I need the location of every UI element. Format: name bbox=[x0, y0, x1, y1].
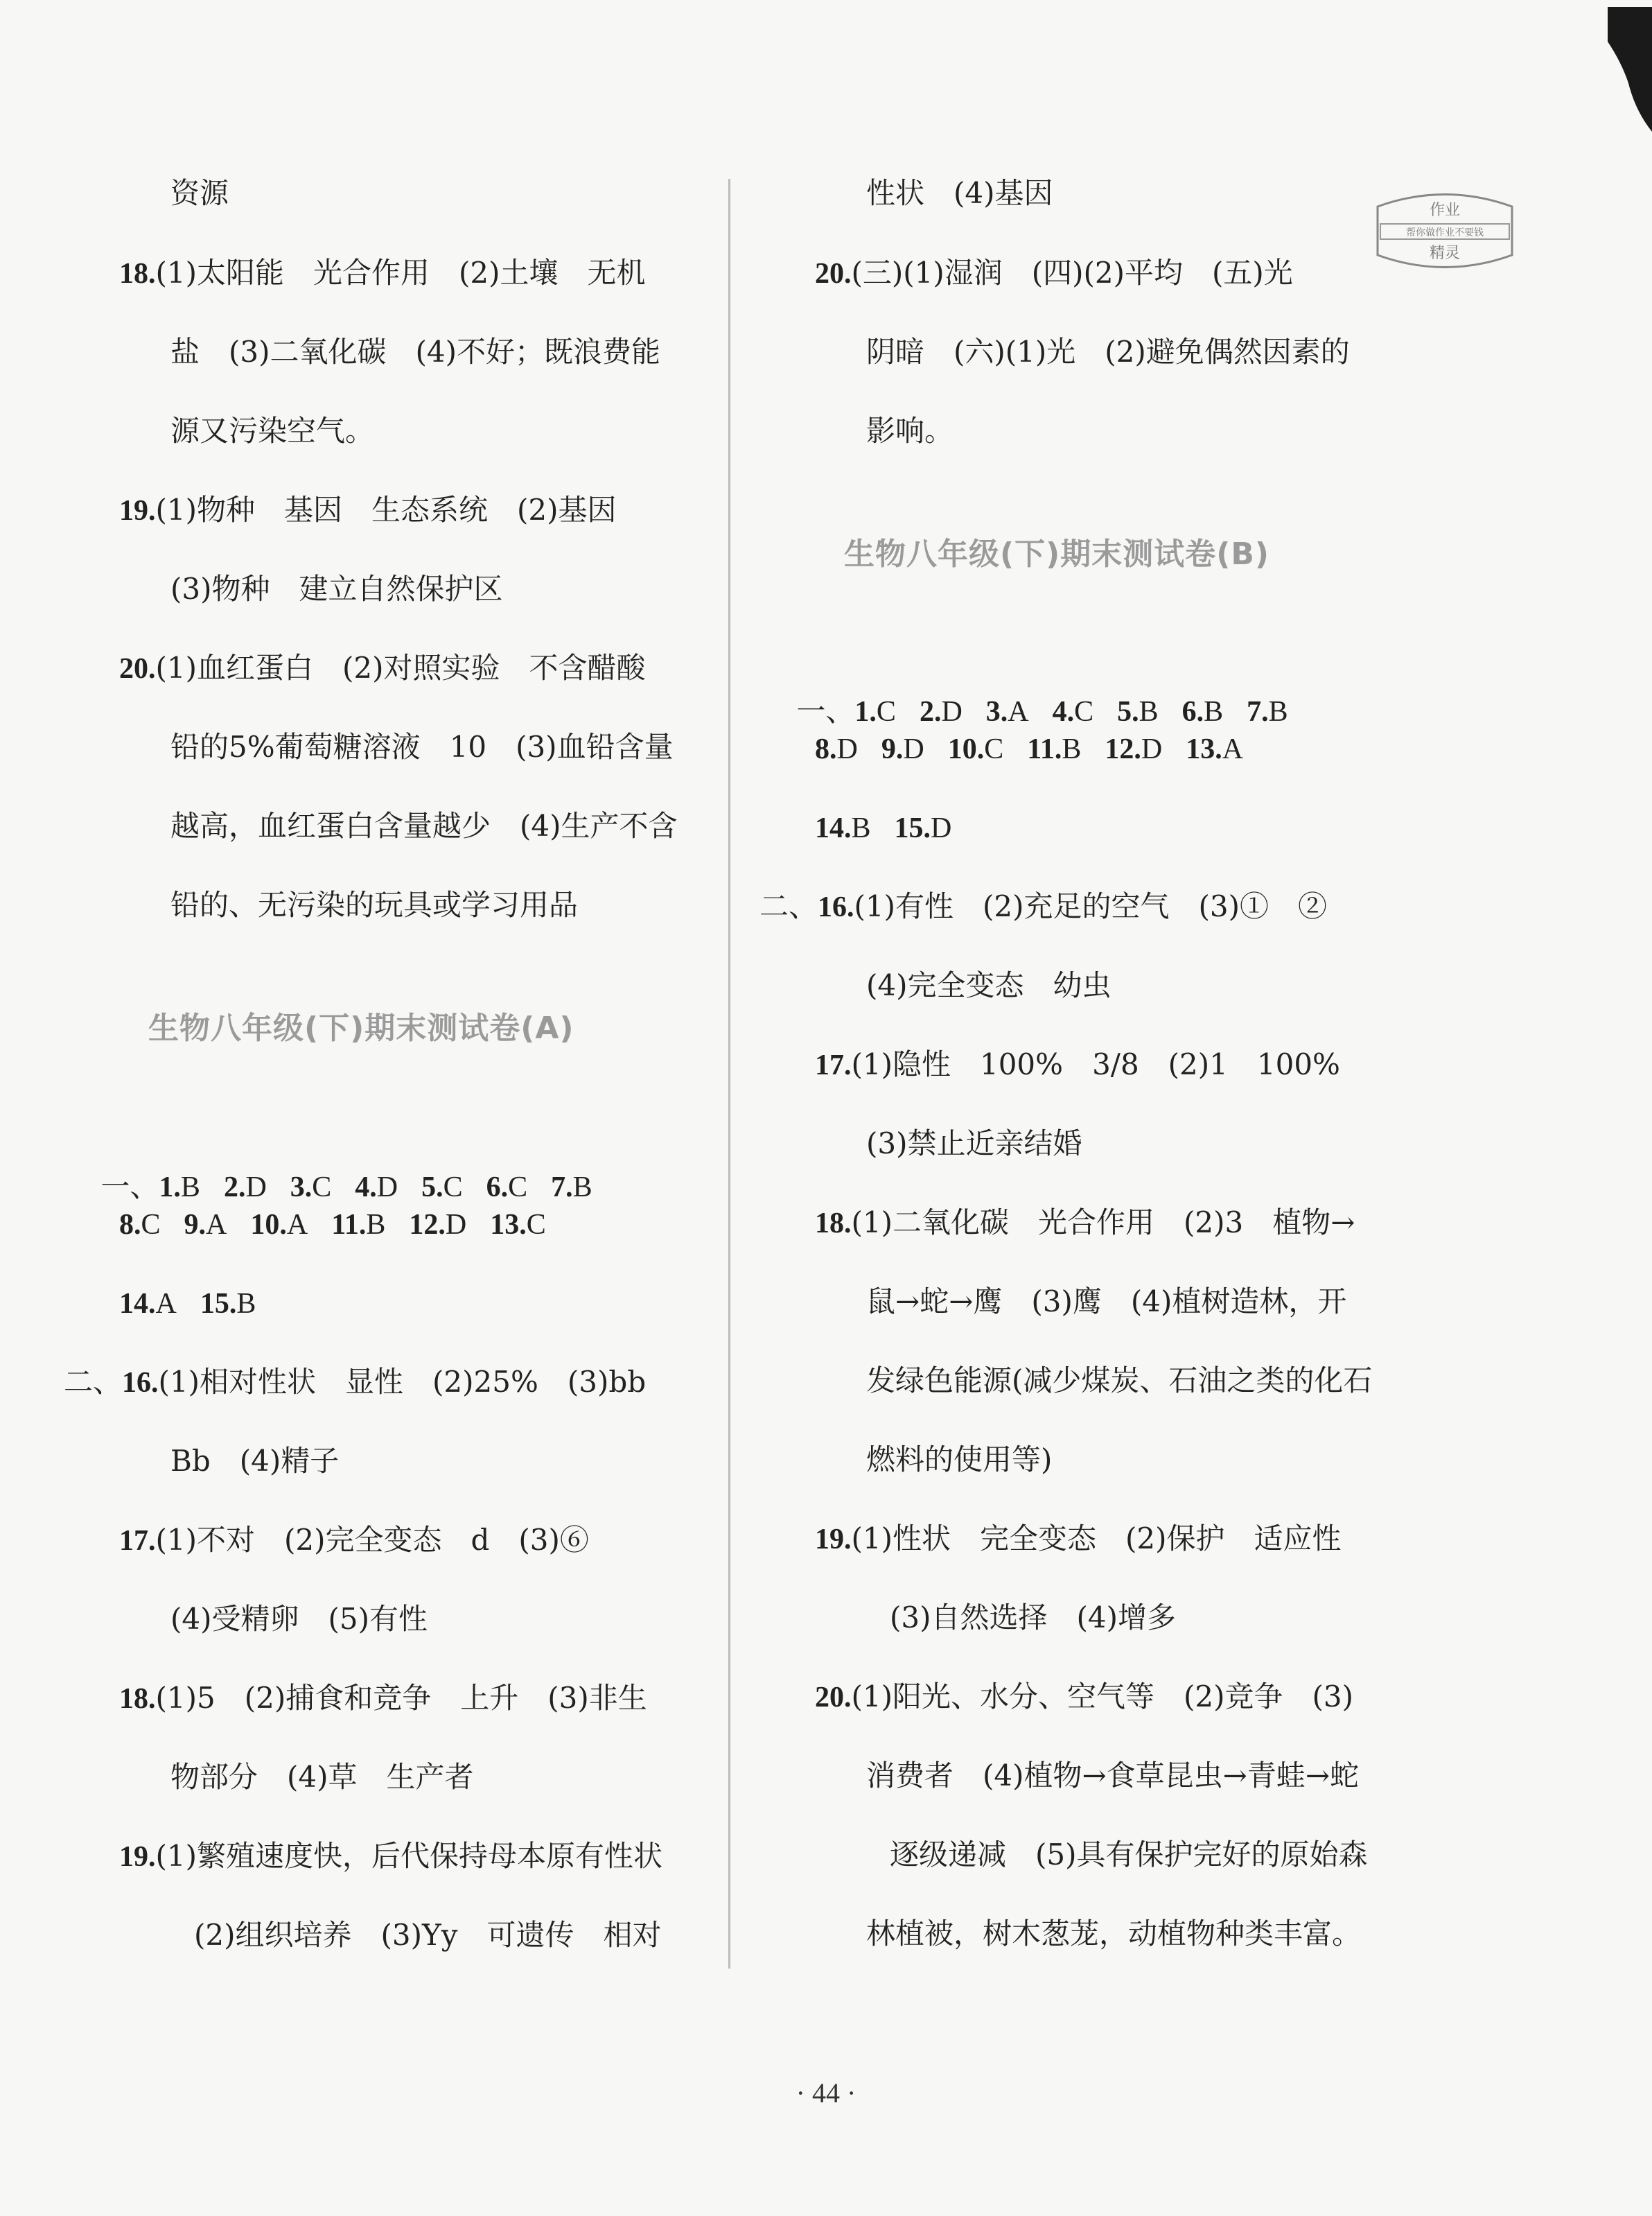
mc-answer bbox=[1182, 694, 1224, 728]
answer-line: 性状 (4)基因 bbox=[866, 176, 1053, 210]
answer-text: (1)二氧化碳 光合作用 (2)3 植物→ bbox=[851, 1205, 1355, 1239]
question-number: 15. bbox=[894, 812, 931, 844]
answer-20 bbox=[815, 1676, 1353, 1718]
question-number: 9. bbox=[881, 733, 904, 765]
answer-letter: C bbox=[984, 733, 1004, 765]
question-number: 11. bbox=[331, 1209, 367, 1241]
question-number: 5. bbox=[1117, 696, 1139, 728]
question-number: 2. bbox=[919, 696, 942, 728]
mc-answer bbox=[854, 694, 896, 728]
answer-text: (1)相对性状 显性 (2)25% (3)bb bbox=[158, 1365, 647, 1399]
answer-text: (1)繁殖速度快，后代保持母本原有性状 bbox=[155, 1839, 662, 1873]
question-number: 4. bbox=[1052, 696, 1075, 728]
mc-answer bbox=[815, 810, 871, 844]
answer-line: (3)物种 建立自然保护区 bbox=[170, 572, 503, 606]
section-prefix: 二、 bbox=[759, 889, 818, 923]
answer-19 bbox=[119, 1835, 662, 1878]
answer-letter: B bbox=[366, 1209, 386, 1241]
mc-answer bbox=[184, 1207, 227, 1241]
answer-16 bbox=[759, 886, 1327, 928]
answer-letter: C bbox=[876, 696, 896, 728]
answer-line: 燃料的使用等) bbox=[866, 1442, 1053, 1476]
mc-answer bbox=[895, 810, 952, 844]
question-number: 19. bbox=[119, 495, 156, 527]
answer-letter: A bbox=[1008, 696, 1029, 728]
question-number: 16. bbox=[122, 1367, 159, 1399]
mc-row bbox=[119, 1282, 279, 1325]
question-number: 20. bbox=[119, 653, 156, 685]
mc-answer bbox=[119, 1286, 177, 1320]
question-number: 5. bbox=[421, 1171, 443, 1203]
question-number: 18. bbox=[119, 1683, 156, 1715]
mc-answer bbox=[250, 1207, 308, 1241]
answer-line: 阴暗 (六)(1)光 (2)避免偶然因素的 bbox=[866, 335, 1350, 369]
answer-line: 鼠→蛇→鹰 (3)鹰 (4)植树造林，开 bbox=[866, 1284, 1347, 1318]
answer-line: 逐级递减 (5)具有保护完好的原始森 bbox=[890, 1838, 1368, 1872]
question-number: 7. bbox=[1247, 696, 1269, 728]
answer-19 bbox=[119, 489, 617, 532]
mc-answer bbox=[881, 731, 924, 765]
answer-letter: B bbox=[1139, 696, 1159, 728]
section-prefix: 一、 bbox=[100, 1169, 159, 1203]
answer-17 bbox=[815, 1044, 1340, 1086]
answer-letter: D bbox=[445, 1209, 467, 1241]
answer-line: 盐 (3)二氧化碳 (4)不好；既浪费能 bbox=[170, 335, 660, 369]
answer-letter: D bbox=[376, 1171, 398, 1203]
answer-letter: D bbox=[836, 733, 858, 765]
answer-text: (1)有性 (2)充足的空气 (3)① ② bbox=[854, 889, 1327, 923]
answer-letter: B bbox=[236, 1288, 256, 1320]
answer-letter: C bbox=[1074, 696, 1094, 728]
answer-line: Bb (4)精子 bbox=[170, 1444, 340, 1478]
answer-text: (1)物种 基因 生态系统 (2)基因 bbox=[155, 493, 617, 527]
answer-text: (1)太阳能 光合作用 (2)土壤 无机 bbox=[155, 256, 646, 290]
answer-letter: B bbox=[180, 1171, 200, 1203]
mc-answer bbox=[355, 1169, 398, 1203]
mc-answer bbox=[200, 1286, 256, 1320]
stamp-text-bottom: 精灵 bbox=[1429, 245, 1461, 262]
answer-line: 发绿色能源(减少煤炭、石油之类的化石 bbox=[866, 1363, 1373, 1397]
question-number: 2. bbox=[223, 1171, 246, 1203]
mc-answer bbox=[409, 1207, 466, 1241]
mc-answer bbox=[486, 1169, 528, 1203]
mc-answer bbox=[986, 694, 1029, 728]
question-number: 4. bbox=[355, 1171, 377, 1203]
question-number: 1. bbox=[854, 696, 877, 728]
answer-text: (1)性状 完全变态 (2)保护 适应性 bbox=[851, 1521, 1342, 1555]
mc-row bbox=[119, 1203, 570, 1246]
mc-answer bbox=[224, 1169, 267, 1203]
answer-letter: B bbox=[1204, 696, 1224, 728]
mc-answer bbox=[1053, 694, 1094, 728]
answer-letter: A bbox=[206, 1209, 227, 1241]
answer-18 bbox=[119, 252, 646, 295]
mc-answer bbox=[815, 731, 858, 765]
question-number: 14. bbox=[119, 1288, 156, 1320]
question-number: 16. bbox=[818, 891, 854, 923]
question-number: 18. bbox=[815, 1207, 852, 1239]
answer-letter: D bbox=[941, 696, 963, 728]
answer-line: 林植被，树木葱茏，动植物种类丰富。 bbox=[866, 1917, 1362, 1951]
answer-text: (1)血红蛋白 (2)对照实验 不含醋酸 bbox=[155, 651, 646, 685]
answer-line: (2)组织培养 (3)Yy 可遗传 相对 bbox=[194, 1918, 662, 1952]
question-number: 7. bbox=[551, 1171, 573, 1203]
answer-17 bbox=[119, 1519, 589, 1562]
answer-line: (3)自然选择 (4)增多 bbox=[890, 1600, 1176, 1634]
question-number: 17. bbox=[119, 1525, 156, 1557]
section-heading-b: 生物八年级(下)期末测试卷(B) bbox=[844, 536, 1269, 572]
mc-answer bbox=[1105, 731, 1162, 765]
answer-line: 铅的、无污染的玩具或学习用品 bbox=[170, 888, 579, 922]
answer-20 bbox=[815, 252, 1293, 295]
question-number: 17. bbox=[815, 1049, 852, 1081]
question-number: 15. bbox=[200, 1288, 237, 1320]
section-heading-a: 生物八年级(下)期末测试卷(A) bbox=[148, 1011, 574, 1046]
answer-text: (三)(1)湿润 (四)(2)平均 (五)光 bbox=[851, 256, 1293, 290]
answer-text: (1)5 (2)捕食和竞争 上升 (3)非生 bbox=[155, 1681, 647, 1715]
scan-edge-mark bbox=[1594, 7, 1652, 132]
question-number: 14. bbox=[815, 812, 852, 844]
mc-answer bbox=[920, 694, 963, 728]
question-number: 18. bbox=[119, 258, 156, 290]
answer-18 bbox=[119, 1677, 647, 1720]
answer-line: 消费者 (4)植物→食草昆虫→青蛙→蛇 bbox=[866, 1759, 1360, 1792]
mc-answer bbox=[1186, 731, 1243, 765]
question-number: 1. bbox=[159, 1171, 181, 1203]
page-number: · 44 · bbox=[796, 2077, 856, 2109]
answer-letter: A bbox=[155, 1288, 177, 1320]
mc-answer bbox=[290, 1169, 332, 1203]
question-number: 10. bbox=[250, 1209, 287, 1241]
watermark-stamp bbox=[1365, 186, 1524, 276]
answer-text: (1)隐性 100% 3/8 (2)1 100% bbox=[851, 1047, 1340, 1081]
answer-line: (4)受精卵 (5)有性 bbox=[170, 1602, 428, 1636]
answer-text: (1)阳光、水分、空气等 (2)竞争 (3) bbox=[851, 1680, 1353, 1713]
answer-letter: A bbox=[1222, 733, 1244, 765]
answer-line: 资源 bbox=[170, 176, 229, 210]
mc-answer bbox=[421, 1169, 463, 1203]
question-number: 6. bbox=[1181, 696, 1204, 728]
answer-18 bbox=[815, 1202, 1355, 1244]
mc-answer bbox=[331, 1207, 385, 1241]
question-number: 19. bbox=[815, 1524, 852, 1555]
mc-answer bbox=[490, 1207, 546, 1241]
mc-answer bbox=[551, 1169, 592, 1203]
question-number: 19. bbox=[119, 1841, 156, 1873]
answer-letter: D bbox=[903, 733, 924, 765]
answer-letter: D bbox=[931, 812, 952, 844]
answer-line: (3)禁止近亲结婚 bbox=[866, 1126, 1082, 1160]
answer-letter: A bbox=[286, 1209, 308, 1241]
mc-answer bbox=[1117, 694, 1159, 728]
answer-letter: B bbox=[1062, 733, 1082, 765]
section-prefix: 二、 bbox=[64, 1365, 123, 1399]
question-number: 10. bbox=[947, 733, 985, 765]
mc-row bbox=[815, 728, 1267, 770]
answer-letter: D bbox=[1141, 733, 1163, 765]
question-number: 6. bbox=[486, 1171, 509, 1203]
mc-answer bbox=[1247, 694, 1288, 728]
answer-20 bbox=[119, 647, 646, 690]
question-number: 8. bbox=[815, 733, 837, 765]
column-divider bbox=[728, 179, 730, 1969]
answer-letter: B bbox=[851, 812, 871, 844]
question-number: 3. bbox=[985, 696, 1008, 728]
answer-letter: C bbox=[526, 1209, 546, 1241]
answer-text: (1)不对 (2)完全变态 d (3)⑥ bbox=[155, 1523, 589, 1557]
question-number: 9. bbox=[184, 1209, 206, 1241]
question-number: 3. bbox=[290, 1171, 313, 1203]
question-number: 8. bbox=[119, 1209, 141, 1241]
answer-line: (4)完全变态 幼虫 bbox=[866, 968, 1111, 1002]
mc-answer bbox=[159, 1169, 200, 1203]
mc-row bbox=[815, 807, 975, 849]
mc-answer bbox=[1027, 731, 1081, 765]
answer-16 bbox=[64, 1361, 646, 1404]
question-number: 11. bbox=[1027, 733, 1062, 765]
question-number: 13. bbox=[490, 1209, 527, 1241]
answer-line: 影响。 bbox=[866, 414, 954, 448]
answer-letter: B bbox=[572, 1171, 592, 1203]
answer-line: 源又污染空气。 bbox=[170, 414, 375, 448]
question-number: 20. bbox=[815, 258, 852, 290]
answer-letter: C bbox=[141, 1209, 161, 1241]
question-number: 20. bbox=[815, 1682, 852, 1713]
answer-19 bbox=[815, 1518, 1342, 1560]
mc-answer bbox=[119, 1207, 161, 1241]
stamp-text-top: 作业 bbox=[1429, 202, 1461, 219]
answer-letter: C bbox=[312, 1171, 332, 1203]
question-number: 12. bbox=[1105, 733, 1141, 765]
answer-letter: C bbox=[508, 1171, 528, 1203]
mc-answer bbox=[948, 731, 1004, 765]
stamp-text-middle: 帮你做作业不要钱 bbox=[1406, 227, 1484, 238]
section-prefix: 一、 bbox=[796, 694, 855, 728]
answer-line: 铅的5%葡萄糖溶液 10 (3)血铅含量 bbox=[170, 730, 674, 764]
answer-letter: C bbox=[443, 1171, 463, 1203]
answer-line: 物部分 (4)草 生产者 bbox=[170, 1760, 474, 1794]
question-number: 12. bbox=[409, 1209, 446, 1241]
answer-line: 越高，血红蛋白含量越少 (4)生产不含 bbox=[170, 809, 678, 843]
answer-letter: B bbox=[1268, 696, 1288, 728]
question-number: 13. bbox=[1186, 733, 1222, 765]
answer-letter: D bbox=[245, 1171, 267, 1203]
